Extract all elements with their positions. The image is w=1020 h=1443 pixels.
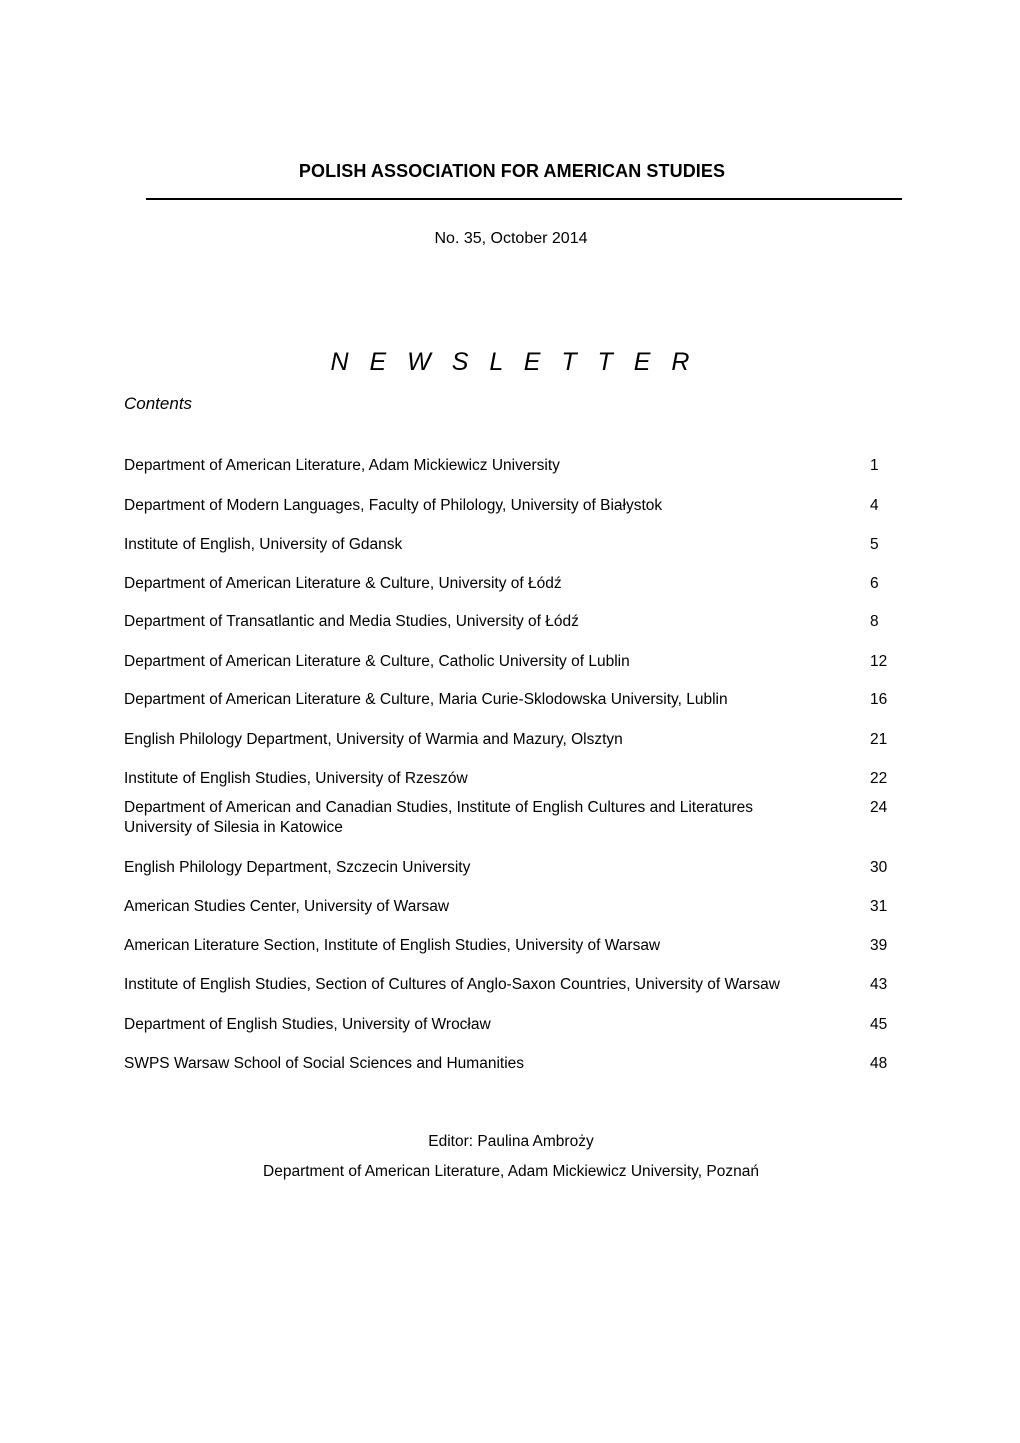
toc-entry-page: 48 [870,1055,888,1072]
editor-affiliation: Department of American Literature, Adam Mickiewicz University, Poznań [263,1163,759,1180]
toc-entry-page: 12 [870,653,888,670]
toc-entry-title: Department of American Literature & Culture, University of Łódź [124,575,562,592]
toc-entry-title: Institute of English Studies, Section of Cultures of Anglo-Saxon Countries, University of Warsaw [124,976,780,993]
toc-entry-title: American Studies Center, University of Warsaw [124,898,450,915]
organization-title: POLISH ASSOCIATION FOR AMERICAN STUDIES [298,161,726,181]
toc-entry-title-line: University of Silesia in Katowice [124,819,343,836]
toc-entry-page: 16 [870,691,888,708]
toc-entry-page: 1 [870,457,879,474]
toc-entry-title [124,798,859,838]
toc-entry-page: 5 [870,536,879,553]
toc-entry-page: 8 [870,613,879,630]
header-divider [146,198,902,200]
toc-entry-title: Institute of English, University of Gdansk [124,536,403,553]
newsletter-title: N E W S L E T T E R [330,348,697,376]
toc-entry-page: 39 [870,937,888,954]
toc-entry-title: Department of English Studies, University of Wrocław [124,1016,491,1033]
editor-line: Editor: Paulina Ambroży [428,1133,594,1150]
toc-entry-page: 43 [870,976,888,993]
toc-entry-title: English Philology Department, University of Warmia and Mazury, Olsztyn [124,731,623,748]
toc-entry-title: English Philology Department, Szczecin University [124,859,471,876]
toc-entry-title: Department of American Literature & Culture, Catholic University of Lublin [124,653,630,670]
toc-entry-page: 30 [870,859,888,876]
issue-line: No. 35, October 2014 [434,230,588,247]
toc-entry-page: 22 [870,770,888,787]
toc-entry-page: 6 [870,575,879,592]
toc-entry-title: Department of Transatlantic and Media Studies, University of Łódź [124,613,579,630]
toc-entry-title: Department of Modern Languages, Faculty of Philology, University of Białystok [124,497,663,514]
toc-entry-page: 24 [870,799,888,816]
toc-entry-title: Institute of English Studies, University of Rzeszów [124,770,468,787]
toc-entry-page: 21 [870,731,888,748]
toc-entry-title-line: Department of American and Canadian Studies, Institute of English Cultures and Literatures [124,799,753,816]
toc-entry-title: SWPS Warsaw School of Social Sciences and Humanities [124,1055,525,1072]
toc-entry-title: American Literature Section, Institute of English Studies, University of Warsaw [124,937,661,954]
toc-entry-page: 31 [870,898,888,915]
toc-entry-title: Department of American Literature, Adam Mickiewicz University [124,457,560,474]
toc-entry-page: 45 [870,1016,888,1033]
toc-entry-title: Department of American Literature & Culture, Maria Curie-Sklodowska University, Lublin [124,691,728,708]
toc-entry-page: 4 [870,497,879,514]
contents-label: Contents [124,394,193,413]
